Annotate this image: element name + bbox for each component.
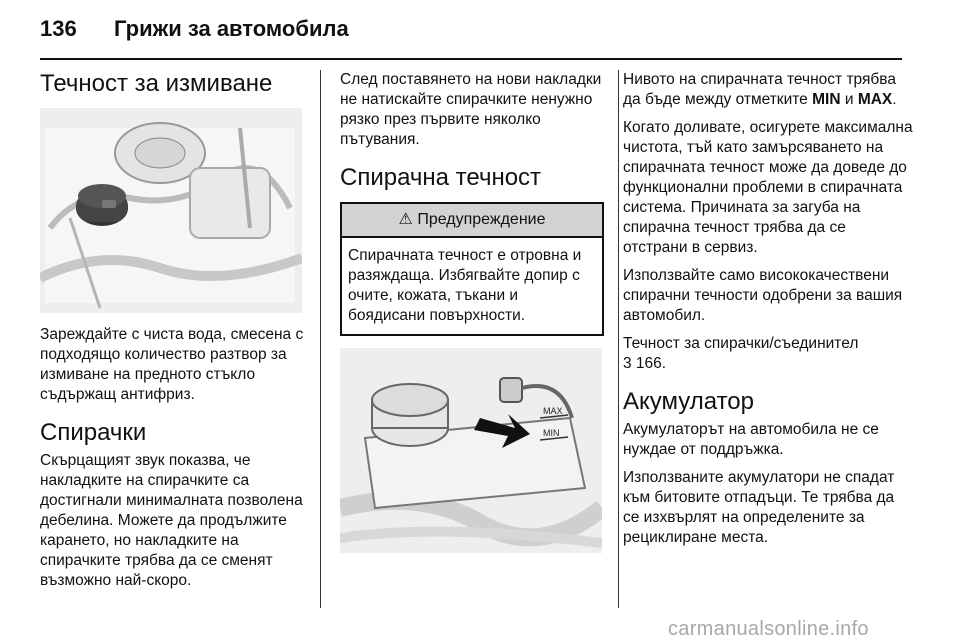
watermark: carmanualsonline.info xyxy=(668,618,869,640)
fluid-reference xyxy=(623,334,913,374)
washer-reservoir-illustration xyxy=(40,108,302,313)
battery-disposal-text: Използваните акумулатори не спадат към битовите отпадъци. Те трябва да се изхвърлят на определените за рециклиране места. xyxy=(623,469,895,546)
washer-fluid-text: Зареждайте с чиста вода, смесена с подходящо количество разтвор за измиване на предното стъкло съдържащ антифриз. xyxy=(40,326,304,403)
brakes-text: Скърцащият звук показва, че накладките на спирачките са достигнали минималната позволена дебелина. Можете да продължите карането, но накладките на спирачките трябва да се сменят възможно най-скоро. xyxy=(40,452,303,589)
battery-text: Акумулаторът на автомобила не се нуждае от поддръжка. xyxy=(623,421,879,458)
warning-header xyxy=(342,204,602,238)
fluid-level-text xyxy=(623,70,913,110)
section-heading-brake-fluid: Спирачна течност xyxy=(340,164,542,191)
page-header xyxy=(40,16,902,56)
warning-text: Спирачната течност е отровна и разяждаща. Избягвайте допир с очите, кожата, тъкани и боядисани повърхности. xyxy=(348,247,582,324)
diagram-max-label: MAX xyxy=(543,406,563,416)
warning-title: Предупреждение xyxy=(417,211,546,228)
header-rule xyxy=(40,58,902,60)
column-3 xyxy=(623,70,913,556)
max-mark: MAX xyxy=(857,91,893,108)
approved-fluids-text: Използвайте само висококачествени спирачни течности одобрени за вашия автомобил. xyxy=(623,267,903,324)
column-divider-2 xyxy=(618,70,619,608)
diagram-min-label: MIN xyxy=(543,428,560,438)
fluid-level-text-a: Нивото на спирачната течност трябва да бъде между отметките xyxy=(623,71,896,108)
column-divider-1 xyxy=(320,70,321,608)
section-heading-washer-fluid: Течност за измиване xyxy=(40,70,273,97)
min-mark: MIN xyxy=(812,91,841,108)
brake-fluid-reservoir-illustration xyxy=(340,348,602,553)
and-word: и xyxy=(844,91,854,108)
section-heading-battery: Акумулатор xyxy=(623,388,754,415)
page-reference-link[interactable]: 3 166. xyxy=(623,355,667,372)
warning-triangle-icon: ⚠ xyxy=(398,211,413,228)
page-number: 136 xyxy=(40,16,77,41)
column-1 xyxy=(40,70,308,599)
fluid-reference-label: Течност за спирачки/съединител xyxy=(623,335,859,352)
warning-box xyxy=(340,202,604,336)
topping-up-text: Когато доливате, осигурете максимална чистота, тъй като замърсяването на спирачната течност може да доведе до функционални проблеми в спирачната система. Причината за загуба на спирачна течност трябва да се отстрани в сервиз. xyxy=(623,119,913,256)
header-title: Грижи за автомобила xyxy=(114,16,349,41)
washer-cap xyxy=(76,184,128,226)
brake-pads-text: След поставянето на нови накладки не натискайте спирачките ненужно рязко през първите няколко пътувания. xyxy=(340,71,602,148)
column-2 xyxy=(340,70,604,553)
period: . xyxy=(892,91,897,108)
section-heading-brakes: Спирачки xyxy=(40,419,147,446)
